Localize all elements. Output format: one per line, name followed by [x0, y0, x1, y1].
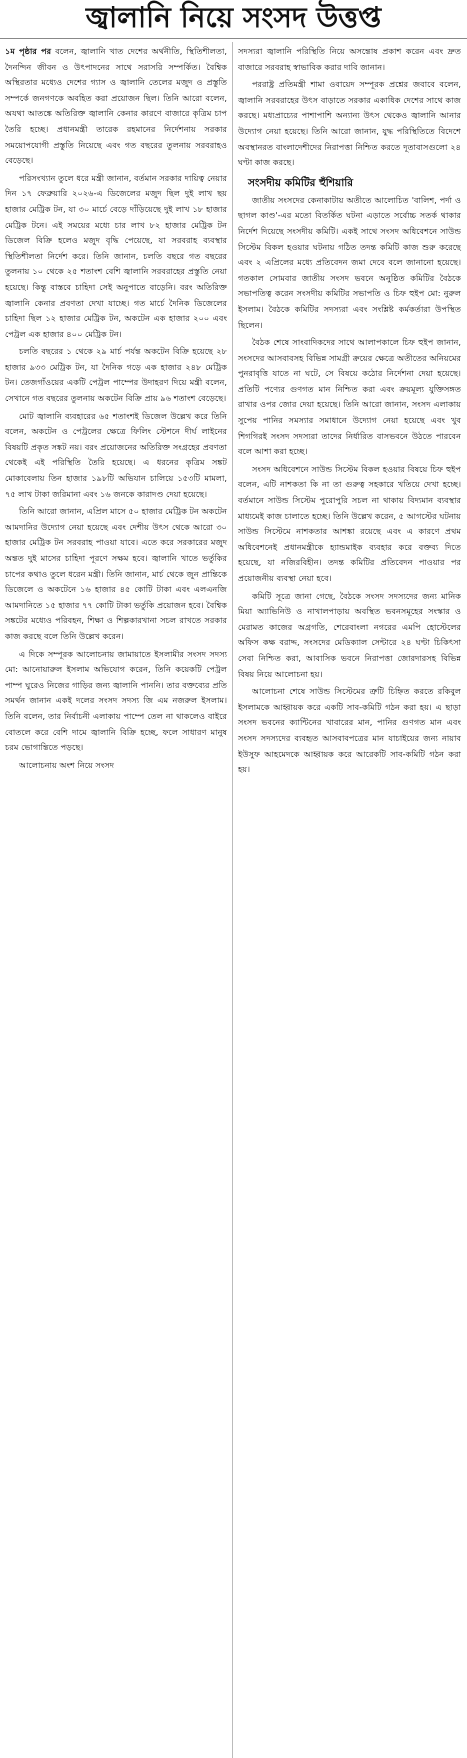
- paragraph: আলোচনায় অংশ নিয়ে সংসদ: [19, 759, 115, 770]
- subheading: সংসদীয় কমিটির হুঁশিয়ারি: [248, 176, 354, 189]
- paragraph: জাতীয় সংসদের কেনাকাটায় অতীতে আলোচিত 'বালিশ, পর্দা ও ছাগল কাণ্ড'-এর মতো বিতর্কিত ঘটনা এড়াতে সর্বোচ্চ সতর্ক থাকার নির্দেশ দিয়েছে সংসদীয় কমিটি। একই সাথে সংসদ অধিবেশনে সাউন্ড সিস্টেম বিকল হওয়ার ঘটনায় গঠিত তদন্ত কমিটি কাজ শুরু করেছে এবং ২ এপ্রিলের মধ্যে প্রতিবেদন জমা দেবে বলে জানানো হয়েছে। গতকাল সোমবার জাতীয় সংসদ ভবনে অনুষ্ঠিত কমিটির বৈঠকে সভাপতিত্ব করেন সংসদীয় কমিটির সভাপতি ও চিফ হুইপ মো: নুরুল ইসলাম। বৈঠকে কমিটির সদস্যরা এবং সংশ্লিষ্ট কর্মকর্তারা উপস্থিত ছিলেন।: [238, 194, 461, 330]
- right-column: [233, 42, 466, 1758]
- headline: জ্বালানি নিয়ে সংসদ উত্তপ্ত: [85, 0, 382, 34]
- paragraph: এ দিকে সম্পূরক আলোচনায় জামায়াতে ইসলামীর সংসদ সদস্য মো: আনোয়ারুল ইসলাম অভিযোগ করেন, তিনি কয়েকটি পেট্রল পাম্প ঘুরেও নিজের গাড়ির জন্য জ্বালানি পাননি। তার বক্তব্যের প্রতি সমর্থন জানান একই দলের সংসদ সদস্য জি এম নজরুল ইসলাম। তিনি বলেন, তার নির্বাচনী এলাকায় পাম্পে তেল না থাকলেও বাইরে বোতলে করে বেশি দামে জ্বালানি বিক্রি হচ্ছে, ফলে সাধারণ মানুষ চরম ভোগান্তিতে পড়ছে।: [5, 648, 227, 753]
- jump-paragraph: [5, 44, 227, 169]
- paragraph: বৈঠক শেষে সাংবাদিকদের সাথে আলাপকালে চিফ হুইপ জানান, সংসদের আসবাবসহ বিভিন্ন সামগ্রী ক্রয়ের ক্ষেত্রে অতীতের অনিয়মের পুনরাবৃত্তি যাতে না ঘটে, সে বিষয়ে কঠোর নির্দেশনা দেয়া হয়েছে। প্রতিটি পণ্যের গুণগত মান নিশ্চিত করা এবং ক্রয়মূল্য যুক্তিসঙ্গত রাখার ওপর জোর দেয়া হয়েছে। তিনি আরো জানান, সংসদ এলাকায় সুপেয় পানির সমস্যার সমাধানে উদ্যোগ নেয়া হয়েছে এবং খুব শিগগিরই সংসদ সদস্যরা তাদের নির্ধারিত বাসভবনে উঠতে পারবেন বলে আশা করা হচ্ছে।: [238, 337, 461, 457]
- paragraph: চলতি বছরের ১ থেকে ২৯ মার্চ পর্যন্ত অকটেন বিক্রি হয়েছে ২৮ হাজার ৯৩৩ মেট্রিক টন, যা দৈনিক গড়ে এক হাজার ২৪৮ মেট্রিক টন। তেজগাঁওয়ের একটি পেট্রল পাম্পের উদাহরণ দিয়ে মন্ত্রী বলেন, সেখানে গত বছরের তুলনায় অকটেন বিক্রি প্রায় ৯৬ শতাংশ বেড়েছে।: [5, 346, 227, 404]
- paragraph-text: বলেন, জ্বালানি খাত দেশের অর্থনীতি, স্থিতিশীলতা, দৈনন্দিন জীবন ও উৎপাদনের সাথে সরাসরি সম্পর্কিত। বৈশ্বিক অস্থিরতার মধ্যেও দেশের গ্যাস ও জ্বালানি তেলের মজুদ ও প্রস্তুতি সম্পর্কে জনগণকে অবহিত করা প্রয়োজন ছিল। তিনি আরো বলেন, অযথা আতঙ্কে অতিরিক্ত জ্বালানি কেনার কারণে বাজারে কৃত্রিম চাপ তৈরি হচ্ছে। প্রধানমন্ত্রী তারেক রহমানের নির্দেশনায় সরকার সময়োপযোগী প্রস্তুতি নিয়েছে এবং গত বছরের তুলনায় সরবরাহও বেড়েছে।: [5, 46, 227, 166]
- jump-label: ১ম পৃষ্ঠার পর: [5, 46, 52, 56]
- paragraph: তিনি আরো জানান, এপ্রিল মাসে ৫০ হাজার মেট্রিক টন অকটেন আমদানির উদ্যোগ নেয়া হয়েছে এবং দেশীয় উৎস থেকে আরো ৩০ হাজার মেট্রিক টন সরবরাহ পাওয়া যাবে। এতে করে সরকারের মজুদ অন্তত দুই মাসের চাহিদা পূরণে সক্ষম হবে। জ্বালানি খাতে ভর্তুকির চাপের কথাও তুলে ধরেন মন্ত্রী। তিনি জানান, মার্চ থেকে জুন প্রান্তিকে ডিজেলে ও অকটেনে ১৬ হাজার ৪৫ কোটি টাকা এবং এলএনজি আমদানিতে ১৫ হাজার ৭৭ কোটি টাকা ভর্তুকি প্রয়োজন হবে। বৈশ্বিক সঙ্কটের মধ্যেও পরিবহন, শিক্ষা ও শিল্পকারখানা সচল রাখতে সরকার কাজ করছে বলে তিনি উল্লেখ করেন।: [5, 506, 227, 641]
- paragraph: সদস্যরা জ্বালানি পরিস্থিতি নিয়ে অসন্তোষ প্রকাশ করেন এবং দ্রুত বাজারে সরবরাহ স্বাভাবিক করার দাবি জানান।: [238, 46, 461, 72]
- paragraph: পরিসংখ্যান তুলে ধরে মন্ত্রী জানান, বর্তমান সরকার দায়িত্ব নেয়ার দিন ১৭ ফেব্রুয়ারি ২০২৬-এ ডিজেলের মজুদ ছিল দুই লাখ ছয় হাজার মেট্রিক টন, যা ৩০ মার্চে বেড়ে দাঁড়িয়েছে দুই লাখ ১৮ হাজার মেট্রিক টনে। এই সময়ের মধ্যে চার লাখ ৮২ হাজার মেট্রিক টন ডিজেল বিক্রি হলেও মজুদ বৃদ্ধি পেয়েছে, যা সরবরাহ ব্যবস্থার স্থিতিশীলতা নির্দেশ করে। তিনি জানান, চলতি বছরে গত বছরের তুলনায় ১০ থেকে ২৫ শতাংশ বেশি জ্বালানি সরবরাহের প্রস্তুতি নেয়া হয়েছে। কিন্তু বাস্তবে চাহিদা সেই অনুপাতে বাড়েনি। বরং অতিরিক্ত জ্বালানি কেনার প্রবণতা দেখা যাচ্ছে। গত মার্চে দৈনিক ডিজেলের চাহিদা ছিল ১২ হাজার মেট্রিক টন, অকটেন এক হাজার ২০০ এবং পেট্রল এক হাজার ৪০০ মেট্রিক টন।: [5, 172, 227, 339]
- left-column: [0, 42, 233, 1758]
- paragraph: সংসদ অধিবেশনে সাউন্ড সিস্টেম বিকল হওয়ার বিষয়ে চিফ হুইপ বলেন, এটি নাশকতা কি না তা গুরুত্ব সহকারে খতিয়ে দেখা হচ্ছে। বর্তমানে সাউন্ড সিস্টেম পুরোপুরি সচল না থাকায় বিদ্যমান ব্যবস্থার মাধ্যমেই কাজ চালাতে হচ্ছে। তিনি উল্লেখ করেন, ৫ আগস্টের ঘটনায় সাউন্ড সিস্টেমে নাশকতার আশঙ্কা রয়েছে এবং এ কারণে প্রথম অধিবেশনেই প্রধানমন্ত্রীকে হ্যান্ডমাইক ব্যবহার করে বক্তব্য দিতে হয়েছে, যা নজিরবিহীন। তদন্ত কমিটির প্রতিবেদন পাওয়ার পর প্রয়োজনীয় ব্যবস্থা নেয়া হবে।: [238, 463, 461, 583]
- paragraph: মোট জ্বালানি ব্যবহারের ৬৫ শতাংশই ডিজেল উল্লেখ করে তিনি বলেন, অকটেন ও পেট্রলের ক্ষেত্রে ফিলিং স্টেশনে দীর্ঘ লাইনের বিষয়টি প্রকৃত সঙ্কট নয়। বরং প্রয়োজনের অতিরিক্ত সংগ্রহের প্রবণতা থেকেই এই পরিস্থিতি তৈরি হয়েছে। এ ধরনের কৃত্রিম সঙ্কট মোকাবেলায় তিন হাজার ১৯৮টি অভিযান চালিয়ে ১৫৩টি মামলা, ৭৫ লাখ টাকা জরিমানা এবং ১৬ জনকে কারাদণ্ড দেয়া হয়েছে।: [5, 410, 227, 499]
- headline-bar: [0, 0, 467, 39]
- paragraph: আলোচনা শেষে সাউন্ড সিস্টেমের ত্রুটি চিহ্নিত করতে রকিবুল ইসলামকে আহ্বায়ক করে একটি সাব-কমিটি গঠন করা হয়। এ ছাড়া সংসদ ভবনের ক্যান্টিনের খাবারের মান, পানির গুণগত মান এবং সংসদ সদস্যদের ব্যবহৃত আসবাবপত্রের মান যাচাইয়ের জন্য নায়াব ইউসুফ আহমেদকে আহ্বায়ক করে আরেকটি সাব-কমিটি গঠন করা হয়।: [238, 686, 461, 775]
- article-body: [0, 42, 467, 1758]
- paragraph: পররাষ্ট্র প্রতিমন্ত্রী শামা ওবায়েদ সম্পূরক প্রশ্নের জবাবে বলেন, জ্বালানি সরবরাহের উৎস বাড়াতে সরকার একাধিক দেশের সাথে কাজ করছে। মধ্যপ্রাচ্যের পাশাপাশি অন্যান্য উৎস থেকেও জ্বালানি আনার উদ্যোগ নেয়া হয়েছে। তিনি আরো জানান, যুদ্ধ পরিস্থিতিতে বিদেশে অবস্থানরত বাংলাদেশীদের নিরাপত্তা নিশ্চিত করতে দূতাবাসগুলো ২৪ ঘণ্টা কাজ করছে।: [238, 79, 461, 168]
- paragraph: কমিটি সূত্রে জানা গেছে, বৈঠকে সংসদ সদস্যদের জন্য মানিক মিয়া অ্যাভিনিউ ও নাখালপাড়ায় অবস্থিত ভবনসমূহের সংস্কার ও মেরামত কাজের অগ্রগতি, শেরেবাংলা নগরের এমপি হোস্টেলের অফিস কক্ষ বরাদ্দ, সংসদের মেডিক্যাল সেন্টারে ২৪ ঘণ্টা চিকিৎসা সেবা নিশ্চিত করা, আবাসিক ভবনে নিরাপত্তা জোরদারসহ বিভিন্ন বিষয় নিয়ে আলোচনা হয়।: [238, 590, 461, 679]
